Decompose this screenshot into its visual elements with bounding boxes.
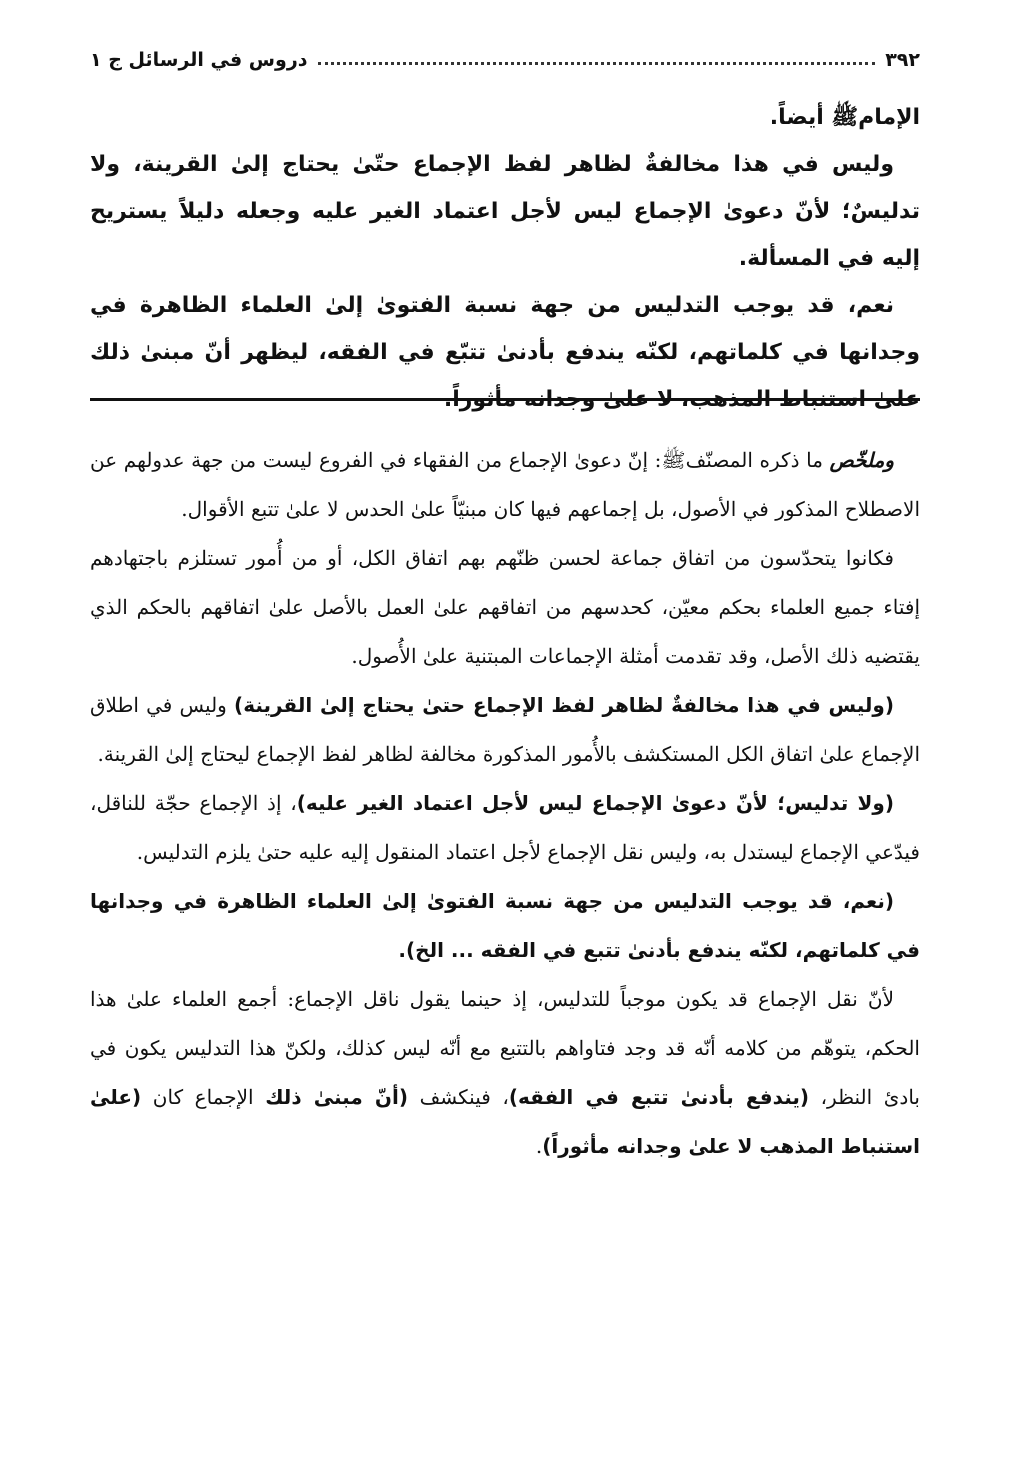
commentary-paragraph: فكانوا يتحدّسون من اتفاق جماعة لحسن ظنّهم بهم اتفاق الكل، أو من أُمور تستلزم باجتهادهم إفتاء جميع العلماء بحكم معيّن، كحدسهم من اتفاقهم علىٰ العمل بالأصل علىٰ اتفاقهم بالحكم الذي يقتضيه ذلك الأصل، وقد تقدمت أمثلة الإجماعات المبتنية علىٰ الأُصول.	[90, 546, 920, 668]
commentary-paragraph	[90, 436, 920, 534]
separator-rule	[90, 398, 920, 401]
main-text	[90, 94, 920, 423]
commentary-paragraph	[90, 681, 920, 779]
quoted-main-text: (وليس في هذا مخالفةٌ لظاهر لفظ الإجماع حتىٰ يحتاج إلىٰ القرينة)	[234, 693, 894, 717]
quoted-main-text: (يندفع بأدنىٰ تتبع في الفقه)	[508, 1085, 810, 1109]
main-paragraph: نعم، قد يوجب التدليس من جهة نسبة الفتوىٰ إلىٰ العلماء الظاهرة في وجدانها في كلماتهم، لكنّه يندفع بأدنىٰ تتبّع في الفقه، ليظهر أنّ مبنىٰ ذلك علىٰ استنباط المذهب، لا علىٰ وجدانه مأثوراً.	[90, 293, 920, 412]
quoted-main-text: (أنّ مبنىٰ ذلك	[265, 1085, 408, 1109]
commentary-lead-word: وملخّص	[829, 448, 894, 472]
quoted-main-text: (ولا تدليس؛ لأنّ دعوىٰ الإجماع ليس لأجل اعتماد الغير عليه)	[296, 791, 895, 815]
commentary-text-run: لأنّ نقل الإجماع قد يكون موجباً للتدليس، إذ حينما يقول ناقل الإجماع: أجمع العلماء علىٰ هذا الحكم، يتوهّم من كلامه أنّه قد وجد فتاواهم بالتتبع مع أنّه ليس كذلك، ولكنّ هذا التدليس يكون في بادئ النظر،	[90, 987, 920, 1109]
commentary-text-run: ما ذكره المصنّفﷺ: إنّ دعوىٰ الإجماع من الفقهاء في الفروع ليست من جهة عدولهم عن الاصطلاح المذكور في الأصول، بل إجماعهم فيها كان مبنيّاً علىٰ الحدس لا علىٰ تتبع الأقوال.	[90, 448, 920, 521]
commentary-paragraph	[90, 779, 920, 877]
book-title: دروس في الرسائل ج ١	[90, 49, 308, 71]
quoted-main-text: (علىٰ استنباط المذهب لا علىٰ وجدانه مأثوراً)	[90, 1085, 920, 1158]
commentary-text	[90, 436, 920, 1171]
commentary-text-run: الإجماع كان	[141, 1085, 266, 1109]
page-header	[90, 40, 920, 80]
commentary-quoted-paragraph: (نعم، قد يوجب التدليس من جهة نسبة الفتوىٰ إلىٰ العلماء الظاهرة في وجدانها في كلماتهم، لكنّه يندفع بأدنىٰ تتبع في الفقه ... الخ).	[90, 889, 920, 962]
commentary-text-run: .	[535, 1134, 543, 1158]
header-dotted-leader	[318, 62, 876, 65]
commentary-paragraph	[90, 975, 920, 1171]
main-paragraph: الإمامﷺ أيضاً.	[769, 105, 920, 130]
commentary-text-run: وليس في اطلاق الإجماع علىٰ اتفاق الكل المستكشف بالأُمور المذكورة مخالفة لظاهر لفظ الإجماع ليحتاج إلىٰ القرينة.	[90, 693, 920, 766]
commentary-text-run: ، إذ الإجماع حجّة للناقل، فيدّعي الإجماع ليستدل به، وليس نقل الإجماع لأجل اعتماد المنقول إليه عليه حتىٰ يلزم التدليس.	[90, 791, 920, 864]
main-paragraph: وليس في هذا مخالفةٌ لظاهر لفظ الإجماع حتّىٰ يحتاج إلىٰ القرينة، ولا تدليسٌ؛ لأنّ دعوىٰ الإجماع ليس لأجل اعتماد الغير عليه وجعله دليلاً يستريح إليه في المسألة.	[90, 152, 920, 271]
commentary-text-run: ، فينكشف	[407, 1085, 509, 1109]
page-number: ٣٩٢	[885, 49, 920, 71]
